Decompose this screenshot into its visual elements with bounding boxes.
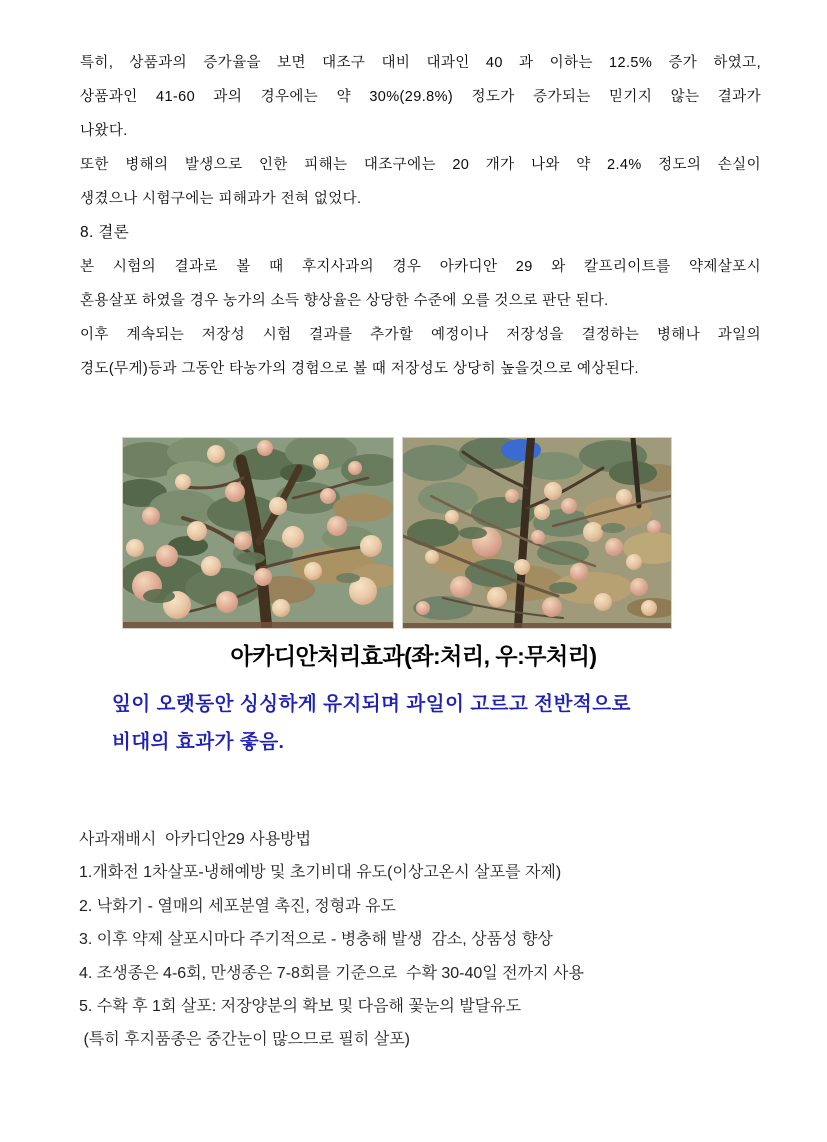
figure-note-line: 잎이 오랫동안 싱싱하게 유지되며 과일이 고르고 전반적으로 [112, 693, 631, 715]
blue-barrel [501, 439, 541, 461]
report-text-line: 혼용살포 하였을 경우 농가의 소득 향상율은 상당한 수준에 오를 것으로 판단 된다. [80, 293, 609, 309]
orchard-photo-untreated-image [403, 438, 671, 628]
report-text-line: 또한 병해의 발생으로 인한 피해는 대조구에는 20 개가 나와 약 2.4% 정도의 손실이 [80, 157, 761, 173]
usage-item: 2. 낙화기 - 열매의 세포분열 촉진, 정형과 유도 [79, 897, 396, 915]
usage-title: 사과재배시 아카디안29 사용방법 [79, 831, 312, 848]
orchard-photo-treated-image [123, 438, 393, 628]
paragraph-conclusion-2 [80, 318, 761, 386]
usage-item: 3. 이후 약제 살포시마다 주기적으로 - 병충해 발생 감소, 상품성 향상 [79, 931, 553, 949]
report-text-line: 본 시험의 결과로 볼 때 후지사과의 경우 아카디안 29 와 칼프리이트를 약제살포시 [80, 259, 761, 275]
usage-item: 1.개화전 1차살포-냉해예방 및 초기비대 유도(이상고온시 살포를 자제) [79, 864, 562, 882]
usage-item: 5. 수확 후 1회 살포: 저장양분의 확보 및 다음해 꽃눈의 발달유도 [79, 998, 522, 1016]
usage-item: (특히 후지품종은 중간눈이 많으므로 필히 살포) [79, 1031, 411, 1049]
report-text-line: 경도(무게)등과 그동안 타농가의 경험으로 볼 때 저장성도 상당히 높을것으로 예상된다. [80, 361, 639, 377]
usage-item: 4. 조생종은 4-6회, 만생종은 7-8회를 기준으로 수확 30-40일 전까지 사용 [79, 964, 584, 982]
conclusion-heading: 8. 결론 [80, 224, 130, 241]
orchard-photo-treated [122, 437, 394, 629]
report-text-line: 나왔다. [80, 123, 128, 139]
figure-photos [122, 437, 827, 629]
report-body [0, 0, 827, 386]
paragraph-disease-damage [80, 148, 761, 216]
report-text-line: 특히, 상품과의 증가율을 보면 대조구 대비 대과인 40 과 이하는 12.5% 증가 하였고, [80, 55, 761, 71]
figure-caption: 아카디안처리효과(좌:처리, 우:무처리) [230, 643, 597, 669]
report-text-line: 생겼으나 시험구에는 피해과가 전혀 없었다. [80, 191, 362, 207]
usage-section [79, 823, 827, 1057]
figure-note-line: 비대의 효과가 좋음. [112, 731, 285, 753]
paragraph-conclusion-1 [80, 250, 761, 318]
report-text-line: 상품과인 41-60 과의 경우에는 약 30%(29.8%) 정도가 증가되는 믿기지 않는 결과가 [80, 89, 761, 105]
usage-list [79, 856, 827, 1056]
figure-note [112, 685, 827, 761]
orchard-photo-untreated [402, 437, 672, 629]
paragraph-product-increase [80, 46, 761, 148]
report-text-line: 이후 계속되는 저장성 시험 결과를 추가할 예정이나 저장성을 결정하는 병해나 과일의 [80, 327, 761, 343]
